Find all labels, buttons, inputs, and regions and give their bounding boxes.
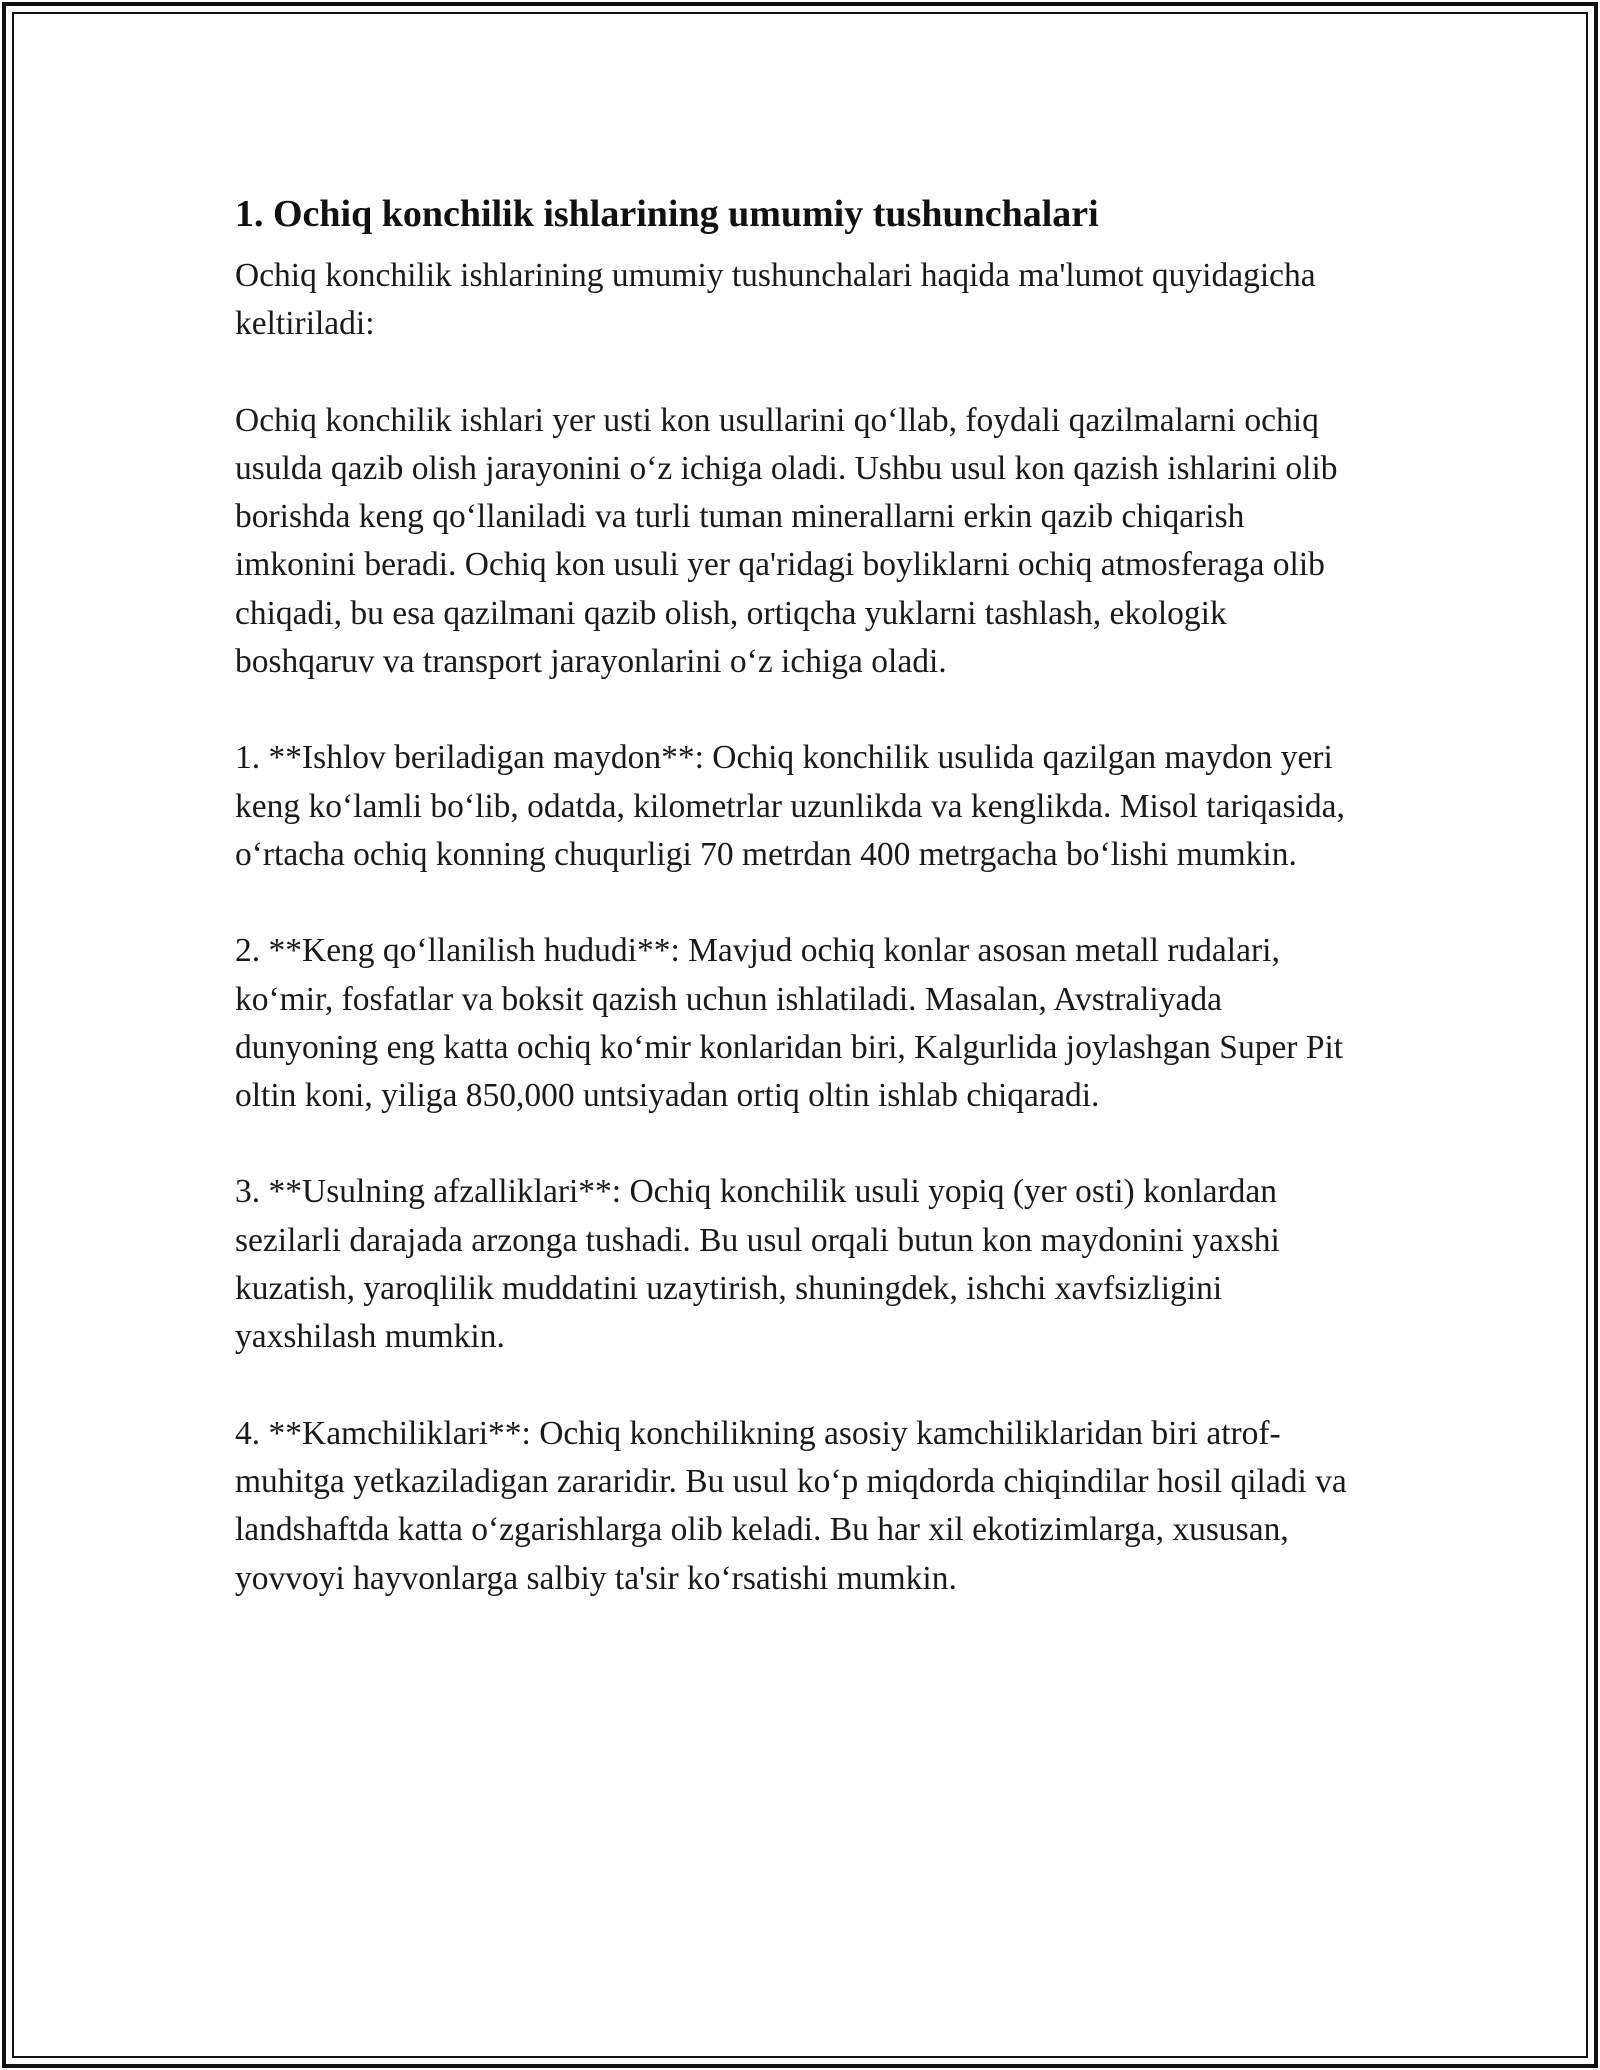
document-body [235, 188, 1355, 1603]
point-disadvantages: 4. **Kamchiliklari**: Ochiq konchilikning asosiy kamchiliklaridan biri atrof-muhitga yetkaziladigan zararidir. Bu usul ko‘p miqdorda chiqindilar hosil qiladi va landshaftda katta o‘zgarishlarga olib keladi. Bu har xil ekotizimlarga, xususan, yovvoyi hayvonlarga salbiy ta'sir ko‘rsatishi mumkin. [235, 1414, 1347, 1597]
overview-paragraph: Ochiq konchilik ishlari yer usti kon usullarini qo‘llab, foydali qazilmalarni ochiq usulda qazib olish jarayonini o‘z ichiga oladi. Ushbu usul kon qazish ishlarini olib borishda keng qo‘llaniladi va turli tuman minerallarni erkin qazib chiqarish imkonini beradi. Ochiq kon usuli yer qa'ridagi boyliklarni ochiq atmosferaga olib chiqadi, bu esa qazilmani qazib olish, ortiqcha yuklarni tashlash, ekologik boshqaruv va transport jarayonlarini o‘z ichiga oladi. [235, 401, 1338, 681]
intro-paragraph: Ochiq konchilik ishlarining umumiy tushunchalari haqida ma'lumot quyidagicha keltiriladi: [235, 257, 1316, 343]
point-working-area: 1. **Ishlov beriladigan maydon**: Ochiq konchilik usulida qazilgan maydon yeri keng ko‘lamli bo‘lib, odatda, kilometrlar uzunlikda va kenglikda. Misol tariqasida, o‘rtacha ochiq konning chuqurligi 70 metrdan 400 metrgacha bo‘lishi mumkin. [235, 739, 1345, 873]
point-application-area: 2. **Keng qo‘llanilish hududi**: Mavjud ochiq konlar asosan metall rudalari, ko‘mir, fosfatlar va boksit qazish uchun ishlatiladi. Masalan, Avstraliyada dunyoning eng katta ochiq ko‘mir konlaridan biri, Kalgurlida joylashgan Super Pit oltin koni, yiliga 850,000 untsiyadan ortiq oltin ishlab chiqaradi. [235, 932, 1344, 1115]
section-heading: 1. Ochiq konchilik ishlarining umumiy tushunchalari [235, 193, 1099, 235]
point-advantages: 3. **Usulning afzalliklari**: Ochiq konchilik usuli yopiq (yer osti) konlardan sezilarli darajada arzonga tushadi. Bu usul orqali butun kon maydonini yaxshi kuzatish, yaroqlilik muddatini uzaytirish, shuningdek, ishchi xavfsizligini yaxshilash mumkin. [235, 1173, 1280, 1356]
